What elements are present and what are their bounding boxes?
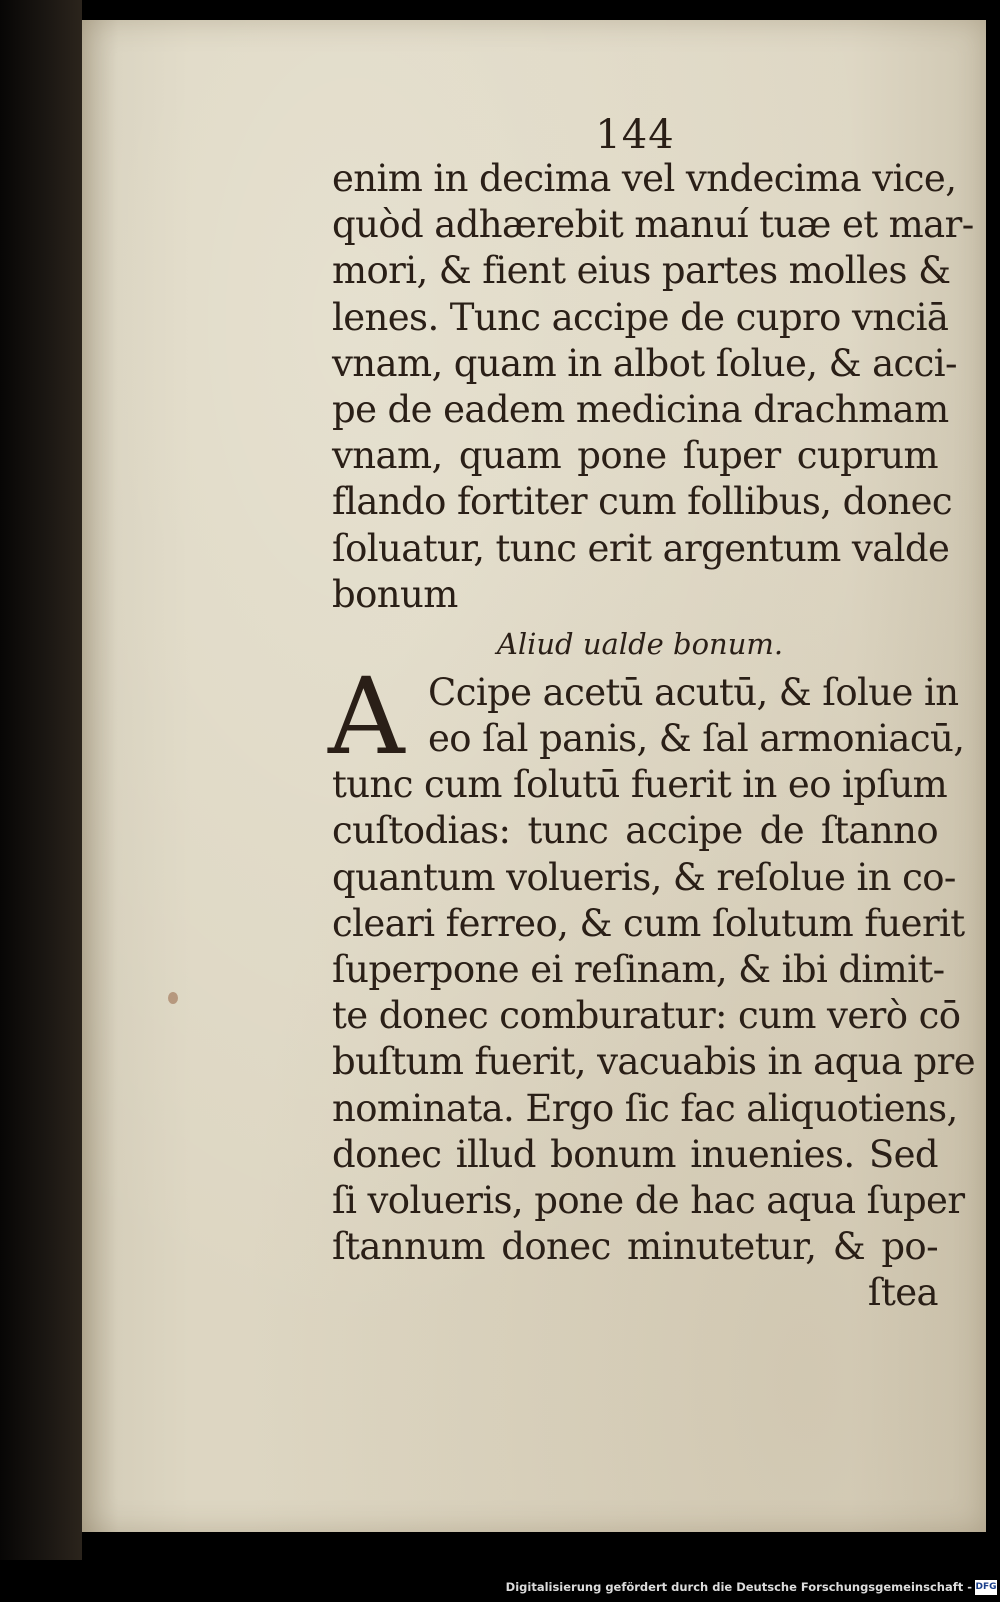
text-line: ſuperpone ei reſinam, & ibi dimit-: [332, 948, 945, 991]
text-line: flando fortiter cum follibus, donec: [332, 480, 953, 524]
section-heading: Aliud ualde bonum.: [496, 626, 784, 661]
text-line: Ccipe acetū acutū, & ſolue in: [428, 670, 959, 714]
text-line: quantum volueris, & reſolue in co-: [332, 855, 956, 899]
text-line: donec illud bonum inuenies. Sed: [332, 1132, 938, 1176]
text-line: vnam, quam pone ſuper cuprum: [332, 434, 938, 478]
funding-credit: Digitalisierung gefördert durch die Deutsche Forschungsgemeinschaft -: [505, 1580, 972, 1594]
footer-bar: [0, 1576, 1000, 1602]
text-line: vnam, quam in albot ſolue, & acci-: [332, 341, 957, 385]
text-line: te donec comburatur: cum verò cō: [332, 994, 961, 1038]
text-line: mori, & fient eius partes molles &: [332, 249, 951, 293]
book-spine: [0, 0, 82, 1560]
page-number: 144: [595, 112, 675, 158]
text-line: ſtannum donec minutetur, & po-: [332, 1225, 938, 1269]
text-line: bonum: [332, 572, 458, 616]
paragraph-1: [332, 156, 974, 618]
catchword: ſtea: [867, 1271, 938, 1315]
text-line: cuſtodias: tunc accipe de ſtanno: [332, 809, 938, 853]
text-line: quòd adhærebit manuí tuæ et mar-: [332, 203, 974, 247]
text-line: cleari ferreo, & cum ſolutum fuerit: [332, 901, 965, 945]
text-line: lenes. Tunc accipe de cupro vnciā: [332, 295, 949, 339]
drop-cap: A: [328, 654, 405, 778]
paragraph-2: [328, 654, 976, 1270]
ink-spot: [168, 992, 178, 1004]
text-line: buſtum fuerit, vacuabis in aqua pre: [332, 1040, 976, 1084]
text-line: eo ſal panis, & ſal armoniacū,: [428, 717, 965, 761]
dfg-logo: DFG: [975, 1580, 997, 1595]
text-block: [328, 156, 976, 1317]
text-line: ſoluatur, tunc erit argentum valde: [332, 526, 950, 570]
text-line: ſi volueris, pone de hac aqua ſuper: [332, 1178, 965, 1222]
text-line: enim in decima vel vndecima vice,: [332, 157, 957, 200]
text-line: pe de eadem medicina drachmam: [332, 387, 949, 431]
text-line: tunc cum ſolutū fuerit in eo ipſum: [332, 763, 948, 807]
text-line: nominata. Ergo ſic fac aliquotiens,: [332, 1086, 958, 1130]
